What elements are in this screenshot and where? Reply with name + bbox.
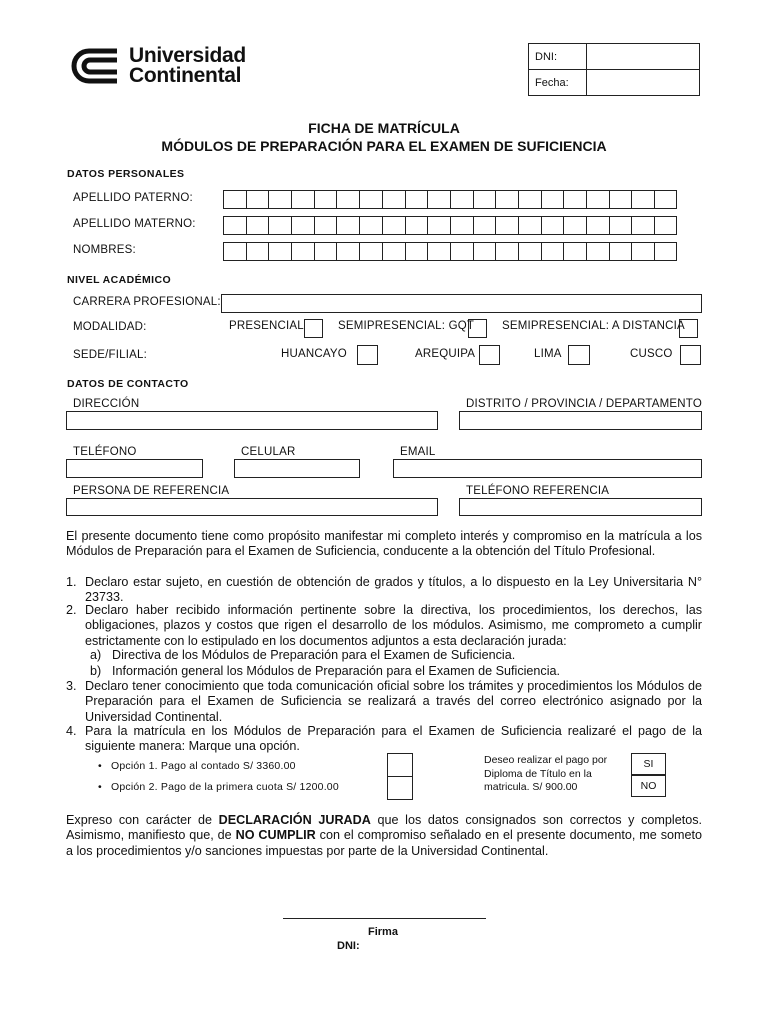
no-option[interactable]: NO bbox=[631, 775, 666, 797]
page-title: FICHA DE MATRÍCULA bbox=[308, 120, 460, 136]
item1-text: Declaro estar sujeto, en cuestión de obtención de grados y títulos, a lo dispuesto en la Ley Universitaria N° 23733. bbox=[85, 575, 702, 605]
option2-bullet: • bbox=[98, 781, 102, 793]
yes-option[interactable]: SI bbox=[631, 753, 666, 775]
dni-field[interactable] bbox=[587, 44, 700, 70]
option1-checkbox[interactable] bbox=[387, 753, 413, 777]
option1-bullet: • bbox=[98, 760, 102, 772]
decl-post: que los datos consignados son correctos y completos. Asimismo, manifiesto que, de bbox=[66, 813, 702, 843]
email-label: EMAIL bbox=[400, 446, 436, 458]
item2-text: Declaro haber recibido información pertinente sobre la directiva, los procedimientos, los derechos, las obligaciones, plazos y costos que rigen el desarrollo de los módulos. Asimismo, me comprometo a cumplir estrictamente con lo estipulado en los documentos adjuntos a esta declaración jurada: bbox=[85, 603, 702, 648]
dni-label: DNI: bbox=[529, 44, 587, 70]
option1-label: Opción 1. Pago al contado S/ 3360.00 bbox=[111, 760, 296, 772]
cusco-checkbox[interactable] bbox=[680, 345, 701, 365]
district-label: DISTRITO / PROVINCIA / DEPARTAMENTO bbox=[466, 398, 702, 410]
section-academic: NIVEL ACADÉMICO bbox=[67, 274, 172, 286]
date-field[interactable] bbox=[587, 70, 700, 96]
logo-icon bbox=[71, 47, 119, 85]
reference-label: PERSONA DE REFERENCIA bbox=[73, 485, 230, 497]
phone-label: TELÉFONO bbox=[73, 446, 137, 458]
names-cells[interactable] bbox=[223, 242, 677, 261]
paternal-cells[interactable] bbox=[223, 190, 677, 209]
signature-dni: DNI: bbox=[337, 940, 360, 952]
university-logo bbox=[71, 45, 261, 87]
presencial-checkbox[interactable] bbox=[304, 319, 323, 338]
arequipa-label: AREQUIPA bbox=[415, 348, 476, 360]
semi-gqt-checkbox[interactable] bbox=[468, 319, 487, 338]
decl-bold: DECLARACIÓN JURADA bbox=[218, 813, 371, 827]
logo-line1: Universidad bbox=[129, 44, 246, 67]
option2-checkbox[interactable] bbox=[387, 776, 413, 800]
semi-gqt-label: SEMIPRESENCIAL: GQT bbox=[338, 320, 475, 332]
signature-line bbox=[283, 918, 486, 919]
reference-phone-field[interactable] bbox=[459, 498, 702, 516]
mobile-label: CELULAR bbox=[241, 446, 296, 458]
maternal-label: APELLIDO MATERNO: bbox=[73, 218, 196, 230]
decl-post2: con el compromiso señalado en el presente documento, me someto a los procedimientos y/o sanciones impuestas por parte de la Universidad Continental. bbox=[66, 828, 702, 858]
lima-label: LIMA bbox=[534, 348, 562, 360]
campus-label: SEDE/FILIAL: bbox=[73, 349, 147, 361]
address-label: DIRECCIÓN bbox=[73, 398, 140, 410]
section-contact: DATOS DE CONTACTO bbox=[67, 378, 189, 390]
item2b-text: Información general los Módulos de Preparación para el Examen de Suficiencia. bbox=[112, 664, 561, 678]
semi-dist-checkbox[interactable] bbox=[679, 319, 698, 338]
names-label: NOMBRES: bbox=[73, 244, 136, 256]
presencial-label: PRESENCIAL bbox=[229, 320, 304, 332]
semi-dist-label: SEMIPRESENCIAL: A DISTANCIA bbox=[502, 320, 685, 332]
huancayo-label: HUANCAYO bbox=[281, 348, 347, 360]
modality-label: MODALIDAD: bbox=[73, 321, 147, 333]
item4-text: Para la matrícula en los Módulos de Preparación para el Examen de Suficiencia realizaré el pago de la siguiente manera: Marque una opción. bbox=[85, 724, 702, 754]
item2a-letter: a) bbox=[90, 648, 102, 662]
lima-checkbox[interactable] bbox=[568, 345, 590, 365]
section-personal: DATOS PERSONALES bbox=[67, 168, 185, 180]
mobile-field[interactable] bbox=[234, 459, 360, 478]
item2a-text: Directiva de los Módulos de Preparación para el Examen de Suficiencia. bbox=[112, 648, 516, 662]
option2-label: Opción 2. Pago de la primera cuota S/ 1200.00 bbox=[111, 781, 339, 793]
district-field[interactable] bbox=[459, 411, 702, 430]
item2b-letter: b) bbox=[90, 664, 102, 678]
huancayo-checkbox[interactable] bbox=[357, 345, 378, 365]
item3-number: 3. bbox=[66, 679, 77, 693]
id-box bbox=[528, 43, 700, 96]
page-subtitle: MÓDULOS DE PREPARACIÓN PARA EL EXAMEN DE SUFICIENCIA bbox=[161, 138, 607, 154]
intro-paragraph: El presente documento tiene como propósito manifestar mi completo interés y compromiso en la matrícula a los Módulos de Preparación para el Examen de Suficiencia, conducente a la obtención del Título Profesional. bbox=[66, 529, 702, 559]
paternal-label: APELLIDO PATERNO: bbox=[73, 192, 193, 204]
reference-field[interactable] bbox=[66, 498, 438, 516]
decl-pre: Expreso con carácter de bbox=[66, 813, 212, 827]
item4-number: 4. bbox=[66, 724, 77, 738]
item3-text: Declaro tener conocimiento que toda comunicación oficial sobre los trámites y procedimientos los Módulos de Preparación para el Examen de Suficiencia se realizará a través del correo electrónico asignado por la Universidad Continental. bbox=[85, 679, 702, 724]
arequipa-checkbox[interactable] bbox=[479, 345, 500, 365]
diploma-question: Deseo realizar el pago por Diploma de Título en la matricula. S/ 900.00 bbox=[484, 754, 608, 793]
decl-bold2: NO CUMPLIR bbox=[235, 828, 316, 843]
item2-number: 2. bbox=[66, 603, 77, 617]
signature-label: Firma bbox=[368, 926, 398, 938]
maternal-cells[interactable] bbox=[223, 216, 677, 235]
email-field[interactable] bbox=[393, 459, 702, 478]
cusco-label: CUSCO bbox=[630, 348, 673, 360]
date-label: Fecha: bbox=[529, 70, 587, 96]
declaration-paragraph bbox=[66, 813, 702, 859]
reference-phone-label: TELÉFONO REFERENCIA bbox=[466, 485, 610, 497]
career-label: CARRERA PROFESIONAL: bbox=[73, 296, 221, 308]
logo-line2: Continental bbox=[129, 64, 242, 87]
address-field[interactable] bbox=[66, 411, 438, 430]
career-field[interactable] bbox=[221, 294, 702, 313]
item1-number: 1. bbox=[66, 575, 77, 589]
phone-field[interactable] bbox=[66, 459, 203, 478]
